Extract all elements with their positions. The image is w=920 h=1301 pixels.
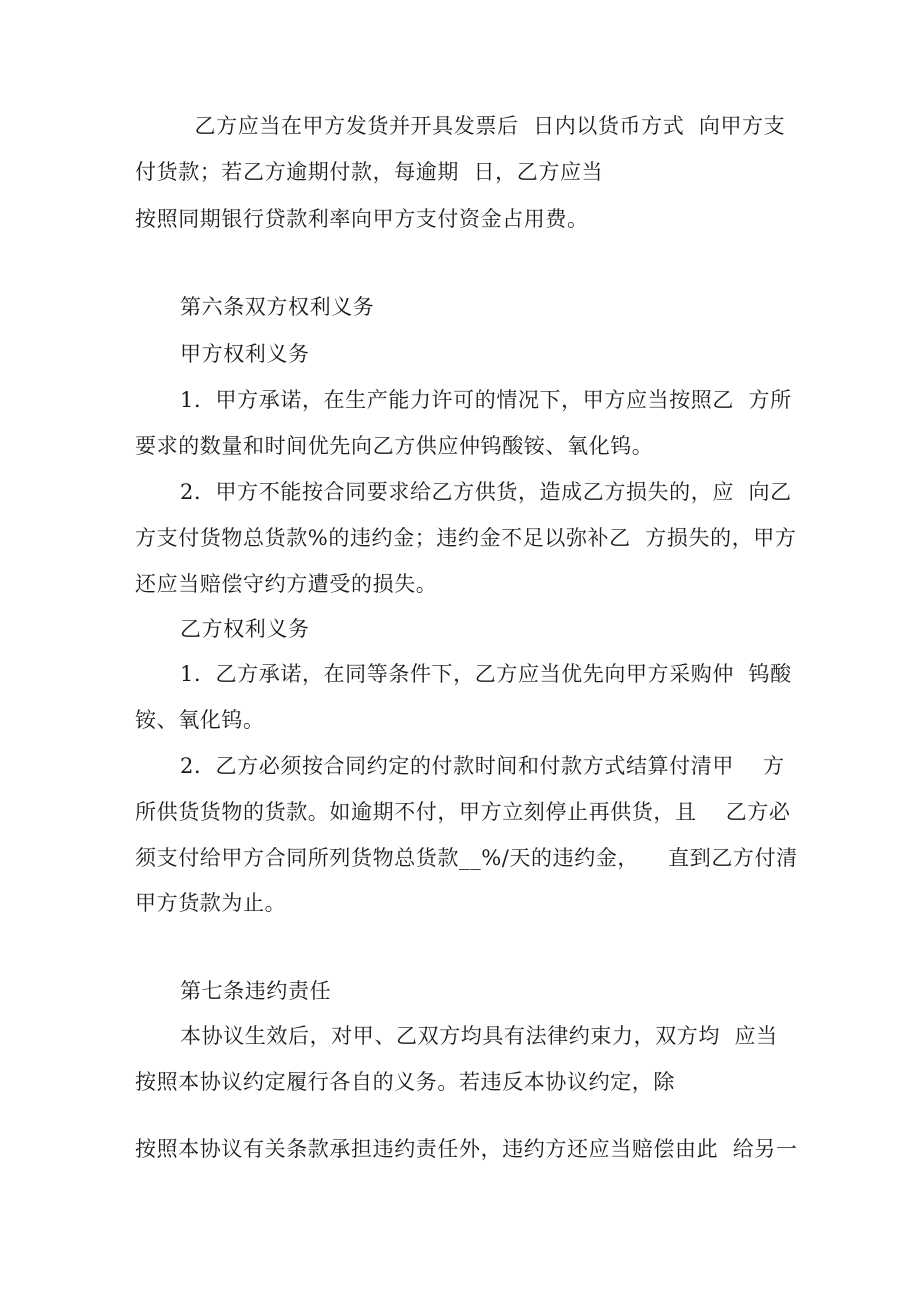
party-b-item-2-line-1: 2．乙方必须按合同约定的付款时间和付款方式结算付清甲 方 [180,754,785,778]
party-a-subheading: 甲方权利义务 [180,342,310,366]
party-b-subheading: 乙方权利义务 [180,617,310,641]
paragraph-payment-line-2: 付货款；若乙方逾期付款，每逾期 日，乙方应当 [135,160,604,184]
article-7-para-line-3: 按照本协议有关条款承担违约责任外，违约方还应当赔偿由此 给另一 [135,1137,798,1161]
party-a-item-2-line-1: 2．甲方不能按合同要求给乙方供货，造成乙方损失的，应 向乙 [180,480,792,504]
article-7-para-line-2: 按照本协议约定履行各自的义务。若违反本协议约定，除 [135,1070,675,1094]
party-b-item-2-line-2: 所供货货物的货款。如逾期不付，甲方立刻停止再供货，且 乙方必 [135,800,791,824]
party-a-item-1-line-1: 1．甲方承诺，在生产能力许可的情况下，甲方应当按照乙 方所 [180,388,792,412]
article-7-heading: 第七条违约责任 [180,979,332,1003]
party-b-item-2-line-3: 须支付给甲方合同所列货物总货款__%/天的违约金， 直到乙方付清 [135,846,798,870]
paragraph-payment-line-3: 按照同期银行贷款利率向甲方支付资金占用费。 [135,207,589,231]
article-7-para-line-1: 本协议生效后，对甲、乙双方均具有法律约束力，双方均 应当 [180,1024,778,1048]
paragraph-payment-line-1: 乙方应当在甲方发货并开具发票后 日内以货币方式 向甲方支 [180,114,786,138]
party-b-item-1-line-2: 铵、氧化钨。 [135,708,265,732]
party-a-item-2-line-3: 还应当赔偿守约方遭受的损失。 [135,572,438,596]
party-b-item-1-line-1: 1．乙方承诺，在同等条件下，乙方应当优先向甲方采购仲 钨酸 [180,662,792,686]
party-b-item-2-line-4: 甲方货款为止。 [135,891,287,915]
article-6-heading: 第六条双方权利义务 [180,295,375,319]
party-a-item-1-line-2: 要求的数量和时间优先向乙方供应仲钨酸铵、氧化钨。 [135,434,654,458]
party-a-item-2-line-2: 方支付货物总货款%的违约金；违约金不足以弥补乙 方损失的，甲方 [135,526,797,550]
